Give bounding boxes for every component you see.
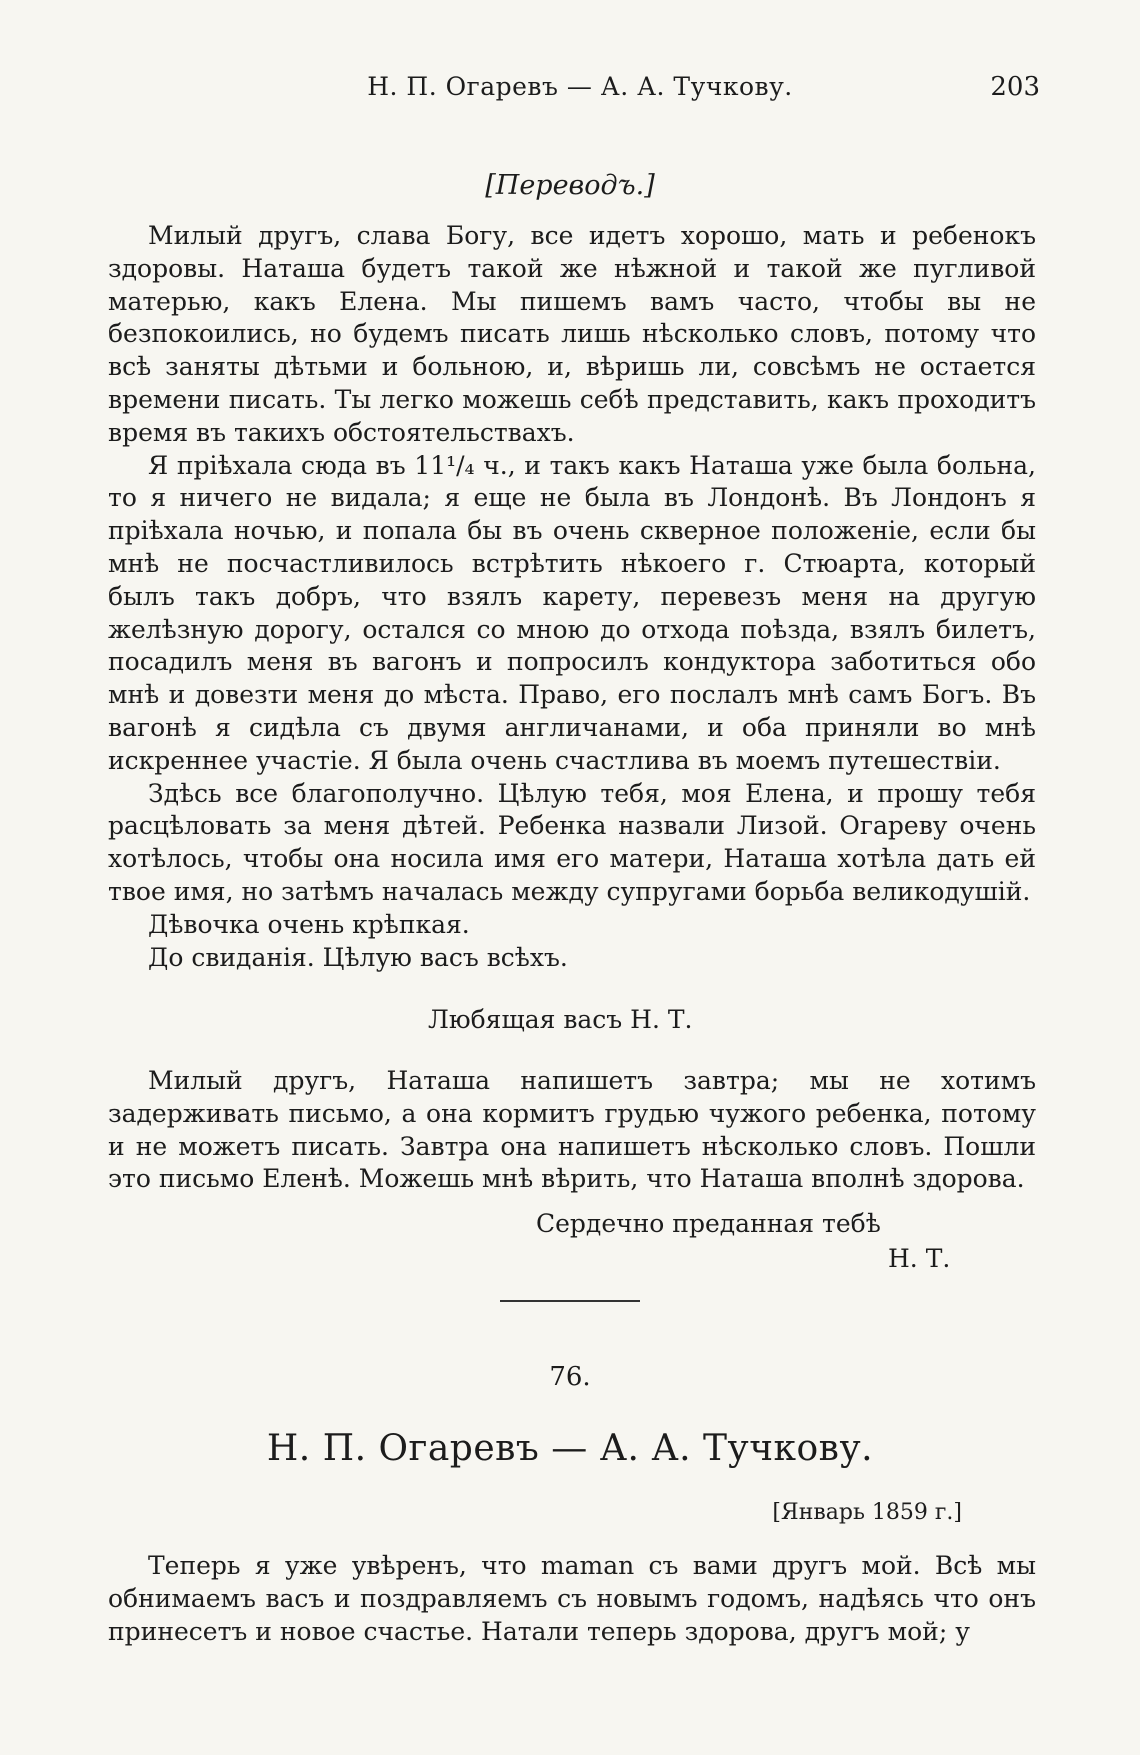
page-number: 203 — [990, 72, 1040, 102]
letter-title: Н. П. Огаревъ — А. А. Тучкову. — [266, 1428, 874, 1469]
section-divider — [500, 1300, 640, 1302]
paragraph: Теперь я уже увѣренъ, что maman съ вами другъ мой. Всѣ мы обнимаемъ васъ и поздравляемъ съ новымъ годомъ, надѣясь что онъ принесетъ и новое счастье. Натали теперь здорова, другъ мой; у — [108, 1551, 1036, 1646]
running-head — [120, 72, 1040, 112]
paragraph: Милый другъ, слава Богу, все идетъ хорошо, мать и ребенокъ здоровы. Наташа будетъ такой же нѣжной и такой же пугливой матерью, какъ Елена. Мы пишемъ вамъ часто, чтобы вы не безпокоились, но будемъ писать лишь нѣсколько словъ, потому что всѣ заняты дѣтьми и больною, и, вѣришь ли, совсѣмъ не остается времени писать. Ты легко можешь себѣ представить, какъ проходитъ время въ такихъ обстоятельствахъ. — [108, 221, 1036, 447]
postscript — [108, 1065, 1036, 1196]
paragraph: Здѣсь все благополучно. Цѣлую тебя, моя Елена, и прошу тебя расцѣловать за меня дѣтей. Ребенка назвали Лизой. Огареву очень хотѣлось, чтобы она носила имя его матери, Наташа хотѣла дать ей твое имя, но затѣмъ началась между супругами борьба великодушiй. — [108, 778, 1036, 906]
translation-label: [Переводъ.] — [485, 170, 655, 201]
running-title: Н. П. Огаревъ — А. А. Тучкову. — [367, 72, 793, 101]
paragraph: До свиданiя. Цѣлую васъ всѣхъ. — [148, 942, 568, 972]
closing-initials: Н. Т. — [888, 1244, 951, 1273]
letter-date: [Январь 1859 г.] — [772, 1500, 962, 1525]
letter-76-body — [108, 1550, 1036, 1648]
letter-number: 76. — [549, 1362, 591, 1392]
closing-line: Сердечно преданная тебѣ — [536, 1209, 881, 1238]
paragraph: Дѣвочка очень крѣпкая. — [148, 909, 470, 939]
signature: Любящая васъ Н. Т. — [428, 1005, 693, 1034]
paragraph: Я прiѣхала сюда въ 11¹/₄ ч., и такъ какъ Наташа уже была больна, то я ничего не видала; я еще не была въ Лондонѣ. Въ Лондонъ я прiѣхала ночью, и попала бы въ очень скверное положенiе, если бы мнѣ не посчастливилось встрѣтить нѣкоего г. Стюарта, который былъ такъ добръ, что взялъ карету, перевезъ меня на другую желѣзную дорогу, остался со мною до отхода поѣзда, взялъ билетъ, посадилъ меня въ вагонъ и попросилъ кондуктора заботиться обо мнѣ и довезти меня до мѣста. Право, его послалъ мнѣ самъ Богъ. Въ вагонѣ я сидѣла съ двумя англичанами, и оба приняли во мнѣ искреннее участiе. Я была очень счастлива въ моемъ путешествiи. — [108, 450, 1036, 775]
postscript-paragraph: Милый другъ, Наташа напишетъ завтра; мы не хотимъ задерживать письмо, а она кормитъ грудью чужого ребенка, потому и не можетъ писать. Завтра она напишетъ нѣсколько словъ. Пошли это письмо Еленѣ. Можешь мнѣ вѣрить, что Наташа вполнѣ здорова. — [108, 1066, 1036, 1194]
letter-75-body — [108, 220, 1036, 974]
